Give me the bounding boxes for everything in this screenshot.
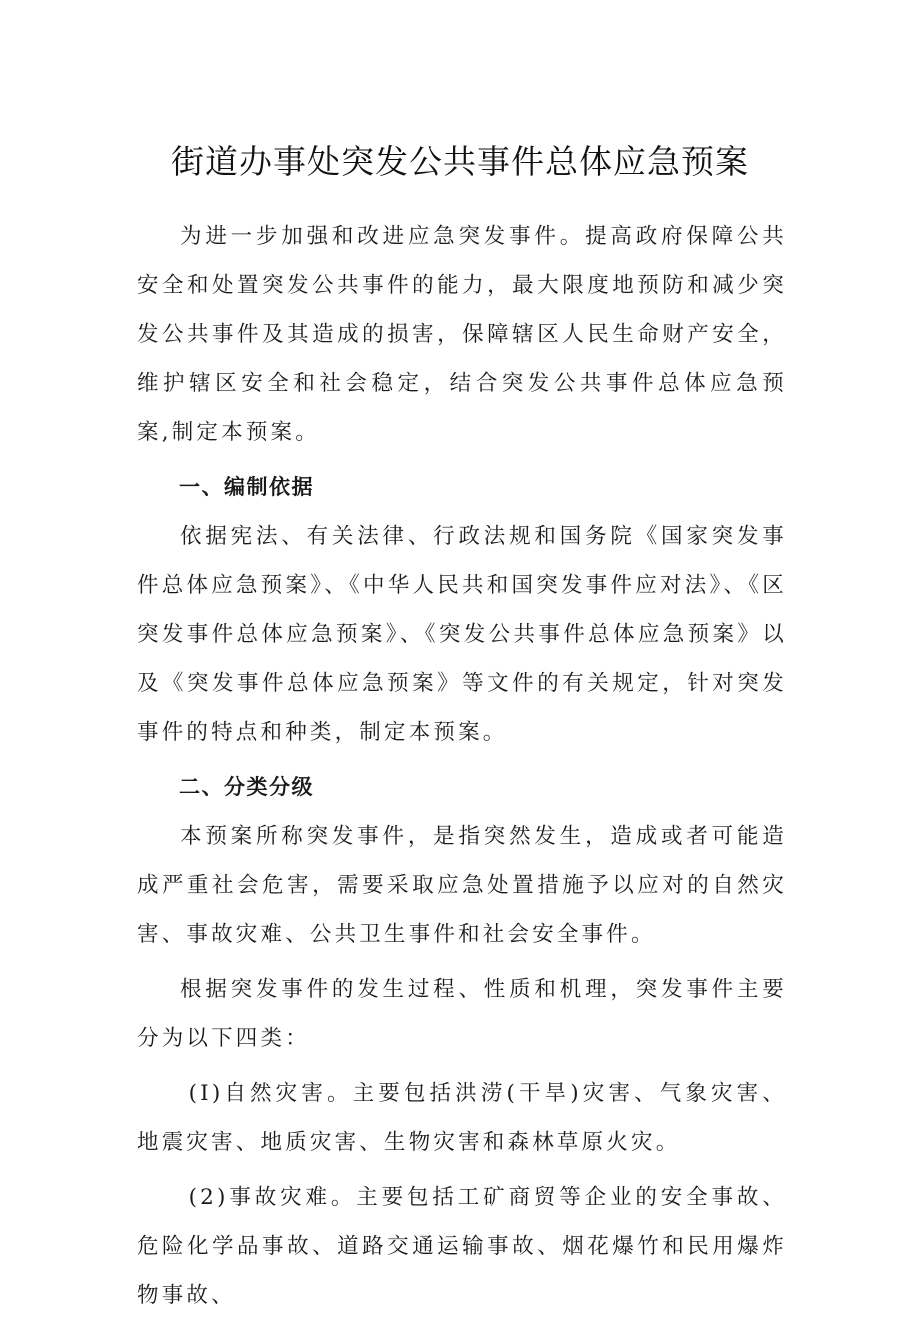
category-item-natural-disasters: (I)自然灾害。主要包括洪涝(干旱)灾害、气象灾害、地震灾害、地质灾害、生物灾害和森林草原火灾。 <box>137 1081 787 1155</box>
section-heading-classification: 二、分类分级 <box>179 775 314 799</box>
document-body <box>137 212 787 1320</box>
classification-paragraph-2: 根据突发事件的发生过程、性质和机理，突发事件主要分为以下四类： <box>137 977 787 1051</box>
intro-paragraph: 为进一步加强和改进应急突发事件。提高政府保障公共安全和处置突发公共事件的能力，最大限度地预防和减少突发公共事件及其造成的损害，保障辖区人民生命财产安全，维护辖区安全和社会稳定，结合突发公共事件总体应急预案,制定本预案。 <box>137 224 787 445</box>
classification-paragraph-1: 本预案所称突发事件，是指突然发生，造成或者可能造成严重社会危害，需要采取应急处置措施予以应对的自然灾害、事故灾难、公共卫生事件和社会安全事件。 <box>137 824 787 947</box>
section-heading-basis: 一、编制依据 <box>179 475 314 499</box>
basis-paragraph: 依据宪法、有关法律、行政法规和国务院《国家突发事件总体应急预案》、《中华人民共和国突发事件应对法》、《区突发事件总体应急预案》、《突发公共事件总体应急预案》以及《突发事件总体应急预案》等文件的有关规定，针对突发事件的特点和种类，制定本预案。 <box>137 524 787 745</box>
document-title: 街道办事处突发公共事件总体应急预案 <box>171 142 749 181</box>
category-item-accidents: (2)事故灾难。主要包括工矿商贸等企业的安全事故、危险化学品事故、道路交通运输事故、烟花爆竹和民用爆炸物事故、 <box>137 1185 787 1308</box>
